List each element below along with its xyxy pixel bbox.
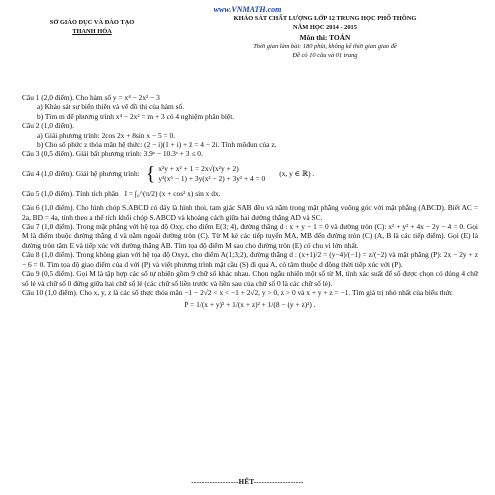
equation-1: x²y + x² + 1 = 2x√(x²y + 2) <box>158 163 239 173</box>
question-10: Câu 10 (1,0 điểm). Cho x, y, z là các số thực thỏa mãn −1 − 2√2 < x < −1 + 2√2, y > 0, z > 0 và x + y + z = −1. Tìm giá trị nhỏ nhất của biểu thức <box>22 287 453 297</box>
system-brace: { <box>145 162 156 185</box>
exam-title-block <box>180 14 470 60</box>
end-marker: ------------------HẾT------------------- <box>191 478 304 486</box>
question-5-integral: I = ∫₀^(π/2) (x + cos² x) sin x dx. <box>124 188 221 198</box>
subject-line: Môn thi: TOÁN <box>299 33 351 42</box>
question-1: Câu 1 (2,0 điểm). Cho hàm số y = x⁴ − 2x² − 3 <box>22 93 160 102</box>
questions-body <box>22 93 478 310</box>
question-1b: b) Tìm m để phương trình x⁴ − 2x² = m + 3 có 4 nghiệm phân biệt. <box>37 111 235 121</box>
issuer-province: THANH HÓA <box>72 28 112 35</box>
issuer-department: SỞ GIÁO DỤC VÀ ĐÀO TẠO <box>49 19 135 26</box>
question-5-label: Câu 5 (1,0 điểm). Tính tích phân <box>22 188 119 198</box>
question-2: Câu 2 (1,0 điểm). <box>22 121 74 131</box>
equation-system <box>158 164 265 184</box>
issuer-block <box>22 18 162 36</box>
question-7: Câu 7 (1,0 điểm). Trong mặt phẳng với hệ tọa độ Oxy, cho điểm E(3; 4), đường thẳng d : x + y − 1 = 0 và đường tròn (C): x² + y² + 4x − 2y − 4 = 0. Gọi M là điểm thuộc đường thẳng d và nằm ngoài đường tròn (C). Từ M kẻ các tiếp tuyến MA, MB đến đường tròn (C) (A, B là các tiếp điểm). Gọi (E) là đường tròn tâm E và tiếp xúc với đường thẳng AB. Tìm tọa độ điểm M sao cho đường tròn (E) có chu vi lớn nhất. <box>22 222 478 250</box>
question-2b: b) Cho số phức z thỏa mãn hệ thức: (2 − i)(1 + i) + z̄ = 4 − 2i. Tính môđun của z. <box>37 140 277 150</box>
question-3: Câu 3 (0,5 điểm). Giải bất phương trình: 3.9ˣ − 10.3ˣ + 3 ≤ 0. <box>22 149 203 159</box>
school-year: NĂM HỌC 2014 - 2015 <box>293 24 357 31</box>
exam-note: Đề có 10 câu và 01 trang <box>292 52 358 59</box>
question-4 <box>22 164 478 184</box>
site-watermark[interactable]: www.VNMATH.com <box>213 5 282 14</box>
question-4-domain: (x, y ∈ ℝ) . <box>279 169 315 179</box>
equation-2: y³(x⁶ − 1) + 3y(x² − 2) + 3y² + 4 = 0 <box>158 173 266 183</box>
question-8: Câu 8 (1,0 điểm). Trong không gian với hệ tọa độ Oxyz, cho điểm A(1;3;2), đường thẳng d : (x+1)/2 = (y−4)/(−1) = z/(−2) và mặt phẳng (P): 2x − 2y + z − 6 = 0. Tìm tọa độ giao điểm của d với (P) và viết phương trình mặt cầu (S) đi qua A, có tâm thuộc d đồng thời tiếp xúc với (P). <box>22 250 478 269</box>
question-9: Câu 9 (0,5 điểm). Gọi M là tập hợp các số tự nhiên gồm 9 chữ số khác nhau. Chọn ngẫu nhiên một số từ M, tính xác suất để số được chọn có đúng 4 chữ số lẻ và chữ số 0 đứng giữa hai chữ số lẻ (các chữ số liền trước và liền sau của chữ số 0 là các chữ số lẻ). <box>22 269 478 288</box>
exam-title: KHẢO SÁT CHẤT LƯỢNG LỚP 12 TRUNG HỌC PHỔ THÔNG <box>233 15 417 22</box>
question-6: Câu 6 (1,0 điểm). Cho hình chóp S.ABCD có đáy là hình thoi, tam giác SAB đều và nằm trong mặt phẳng vuông góc với mặt phẳng (ABCD). Biết AC = 2a, BD = 4a, tính theo a thể tích khối chóp S.ABCD và khoảng cách giữa hai đường thẳng AD và SC. <box>22 203 478 222</box>
question-2a: a) Giải phương trình: 2cos 2x + 8sin x − 5 = 0. <box>37 130 176 140</box>
question-1a: a) Khảo sát sự biến thiên và vẽ đồ thị của hàm số. <box>37 102 185 112</box>
question-10-expression: P = 1/(x + y)² + 1/(x + z)² + 1/(8 − (y + z)²) . <box>184 300 316 310</box>
question-4-label: Câu 4 (1,0 điểm). Giải hệ phương trình: <box>22 169 140 179</box>
time-limit: Thời gian làm bài: 180 phút, không kể thời gian giao đề <box>253 43 397 50</box>
question-5 <box>22 189 478 198</box>
